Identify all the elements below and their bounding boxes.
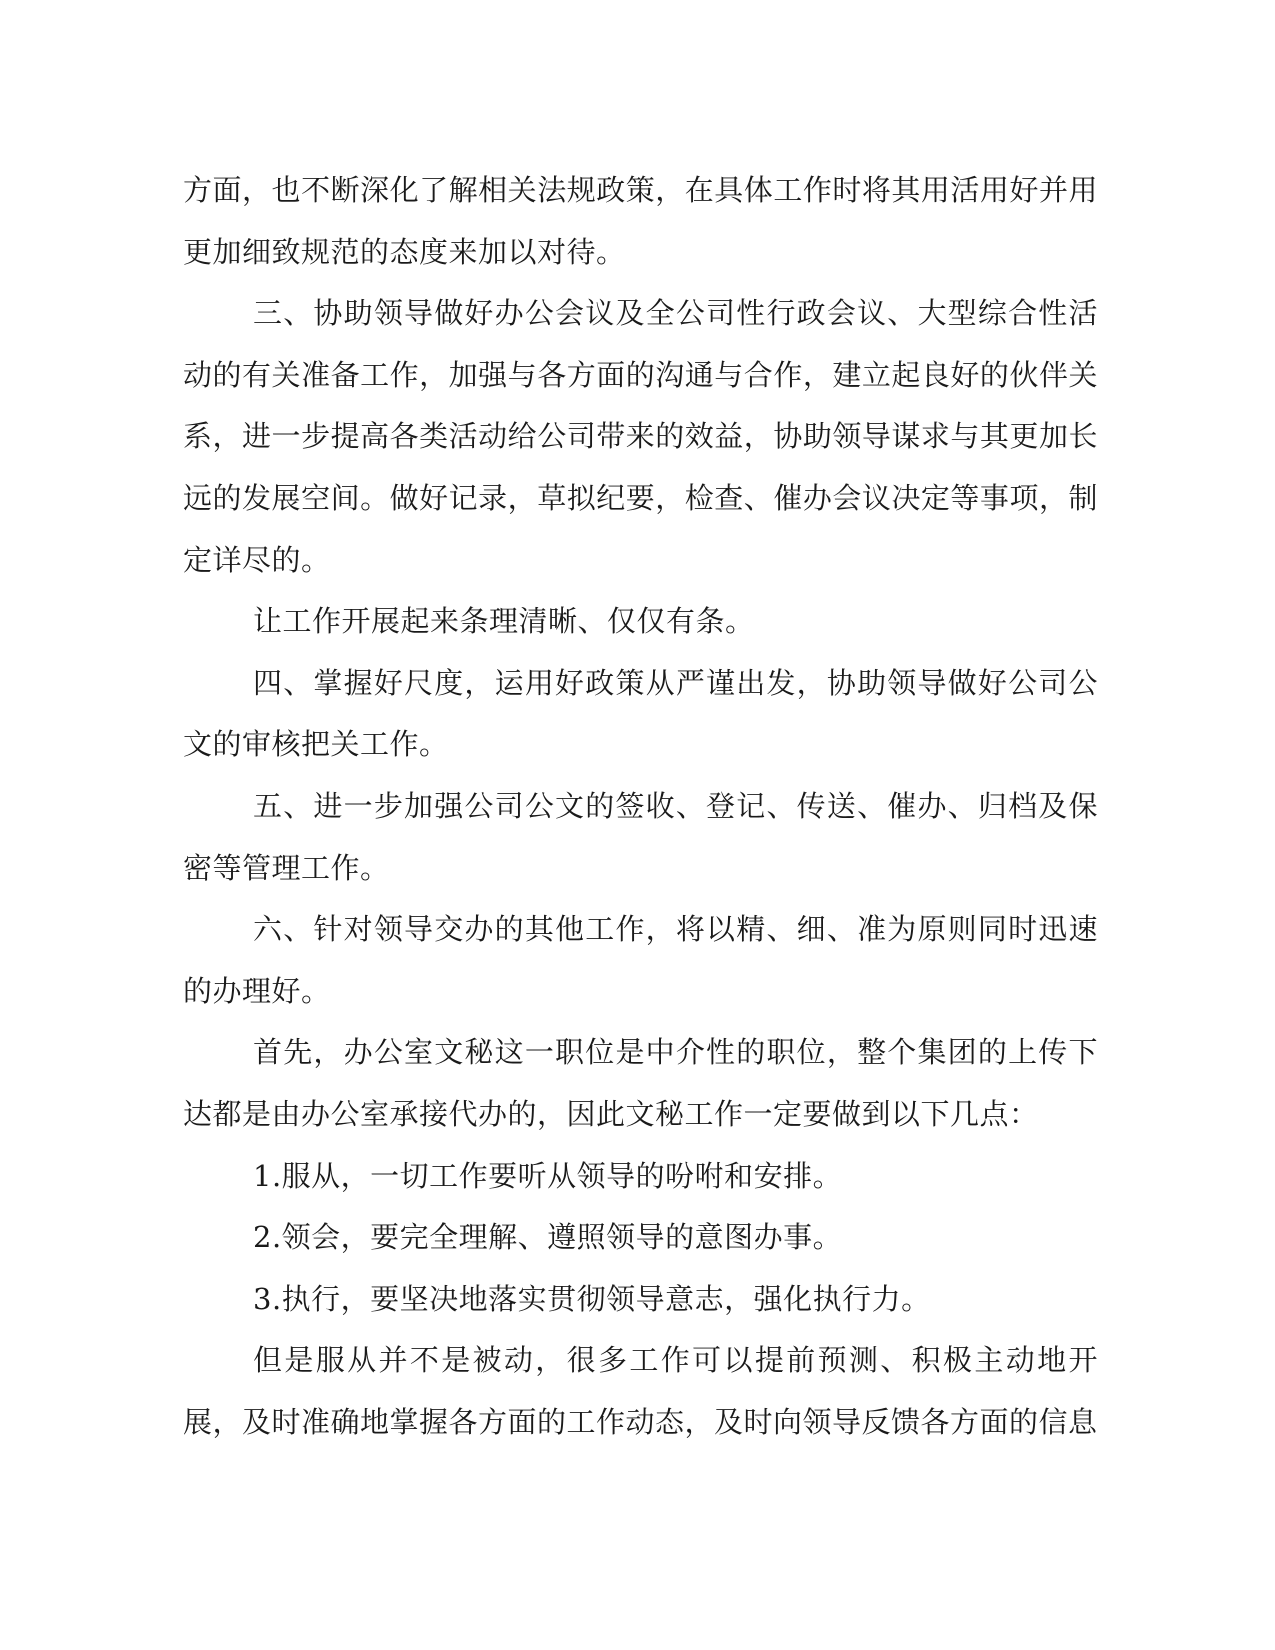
document-body — [183, 160, 1098, 1453]
paragraph-3: 让工作开展起来条理清晰、仅仅有条。 — [253, 604, 755, 639]
paragraph-1: 方面，也不断深化了解相关法规政策，在具体工作时将其用活用好并用更加细致规范的态度来加以对待。 — [183, 173, 1098, 269]
paragraph-7: 首先，办公室文秘这一职位是中介性的职位，整个集团的上传下达都是由办公室承接代办的，因此文秘工作一定要做到以下几点： — [183, 1035, 1098, 1131]
paragraph-4: 四、掌握好尺度，运用好政策从严谨出发，协助领导做好公司公文的审核把关工作。 — [183, 665, 1098, 762]
paragraph-8: 但是服从并不是被动，很多工作可以提前预测、积极主动地开展，及时准确地掌握各方面的工作动态，及时向领导反馈各方面的信息 — [183, 1343, 1098, 1439]
list-item-1: 1.服从，一切工作要听从领导的吩咐和安排。 — [253, 1158, 843, 1193]
paragraph-5: 五、进一步加强公司公文的签收、登记、传送、催办、归档及保密等管理工作。 — [183, 788, 1098, 885]
list-item-3: 3.执行，要坚决地落实贯彻领导意志，强化执行力。 — [253, 1281, 931, 1316]
list-item-2: 2.领会，要完全理解、遵照领导的意图办事。 — [253, 1220, 843, 1255]
paragraph-6: 六、针对领导交办的其他工作，将以精、细、准为原则同时迅速的办理好。 — [183, 912, 1098, 1008]
paragraph-2: 三、协助领导做好办公会议及全公司性行政会议、大型综合性活动的有关准备工作，加强与各方面的沟通与合作，建立起良好的伙伴关系，进一步提高各类活动给公司带来的效益，协助领导谋求与其更加长远的发展空间。做好记录，草拟纪要，检查、催办会议决定等事项，制定详尽的。 — [183, 296, 1098, 577]
